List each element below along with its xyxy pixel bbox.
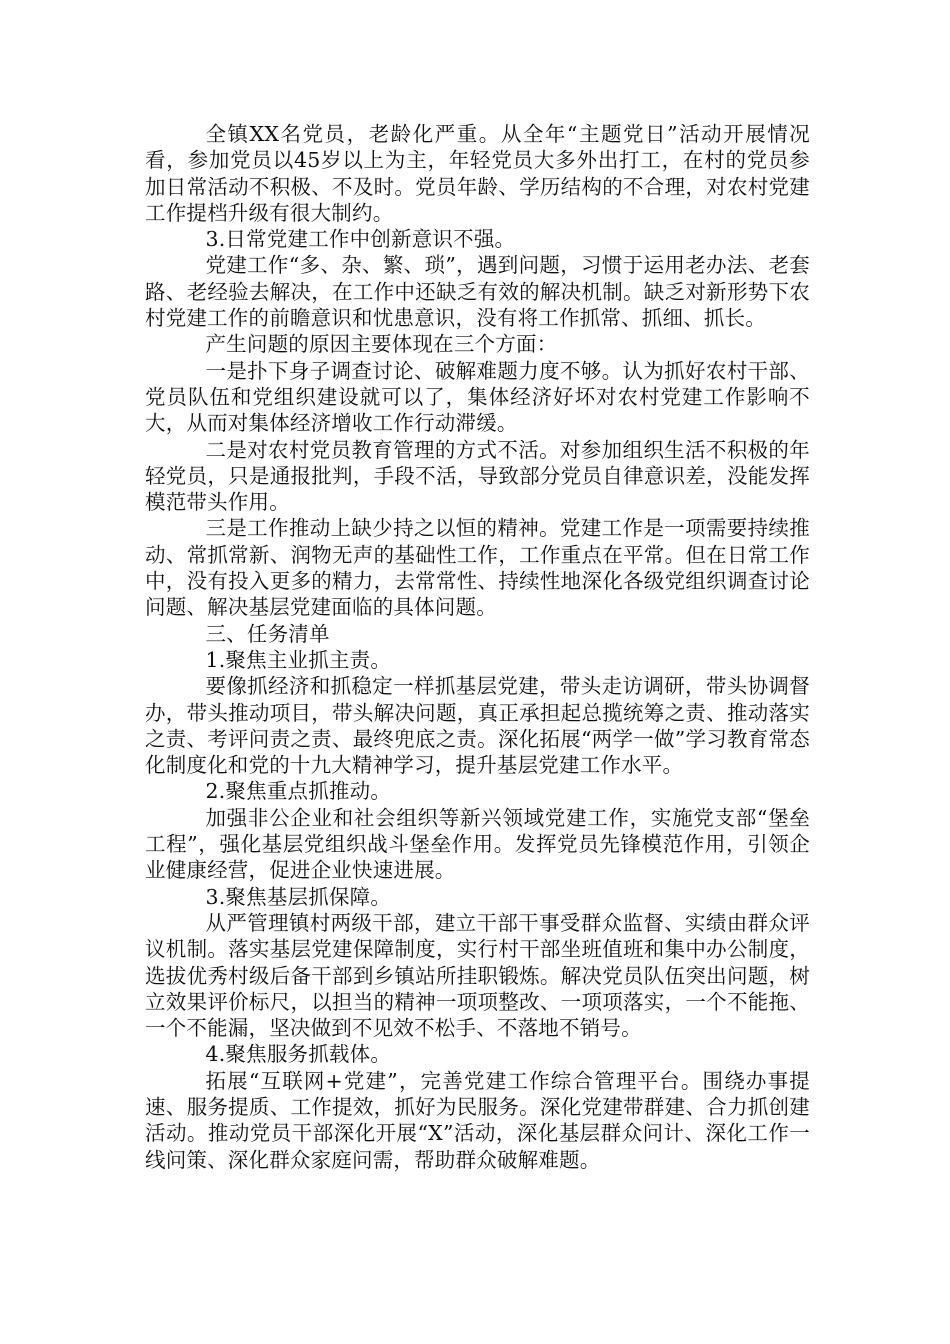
- heading-task-two: 2.聚焦重点抓推动。: [205, 779, 392, 804]
- heading-task-three: 3.聚焦基层抓保障。: [205, 884, 392, 909]
- paragraph-task-four: 拓展“互联网+党建”，完善党建工作综合管理平台。围绕办事提速、服务提质、工作提效，抓好为民服务。深化党建带群建、合力抓创建活动。推动党员干部深化开展“X”活动，深化基层群众问计、深化工作一线问策、深化群众家庭问需，帮助群众破解难题。: [145, 1068, 810, 1172]
- document-body: [145, 121, 810, 1173]
- paragraph-task-two: 加强非公企业和社会组织等新兴领域党建工作，实施党支部“堡垒工程”，强化基层党组织战斗堡垒作用。发挥党员先锋模范作用，引领企业健康经营，促进企业快速进展。: [145, 805, 810, 883]
- paragraph-cause-two: 二是对农村党员教育管理的方式不活。对参加组织生活不积极的年轻党员，只是通报批判，手段不活，导致部分党员自律意识差，没能发挥模范带头作用。: [145, 437, 810, 515]
- heading-task-one: 1.聚焦主业抓主责。: [205, 647, 392, 672]
- paragraph-causes-intro: 产生问题的原因主要体现在三个方面：: [205, 332, 558, 357]
- heading-innovation-weak: 3.日常党建工作中创新意识不强。: [205, 227, 516, 252]
- paragraph-cause-one: 一是扑下身子调查讨论、破解难题力度不够。认为抓好农村干部、党员队伍和党组织建设就可以了，集体经济好坏对农村党建工作影响不大，从而对集体经济增收工作行动滞缓。: [145, 358, 810, 436]
- paragraph-old-methods: 党建工作“多、杂、繁、琐”，遇到问题，习惯于运用老办法、老套路、老经验去解决，在工作中还缺乏有效的解决机制。缺乏对新形势下农村党建工作的前瞻意识和忧患意识，没有将工作抓常、抓细、抓长。: [145, 253, 810, 331]
- section-heading-task-list: 三、任务清单: [205, 621, 330, 646]
- paragraph-task-three: 从严管理镇村两级干部，建立干部干事受群众监督、实绩由群众评议机制。落实基层党建保障制度，实行村干部坐班值班和集中办公制度，选拔优秀村级后备干部到乡镇站所挂职锻炼。解决党员队伍突出问题，树立效果评价标尺，以担当的精神一项项整改、一项项落实，一个不能拖、一个不能漏，坚决做到不见效不松手、不落地不销号。: [145, 910, 810, 1041]
- paragraph-cause-three: 三是工作推动上缺少持之以恒的精神。党建工作是一项需要持续推动、常抓常新、润物无声的基础性工作，工作重点在平常。但在日常工作中，没有投入更多的精力，去常常性、持续性地深化各级党组织调查讨论问题、解决基层党建面临的具体问题。: [145, 516, 810, 620]
- paragraph-task-one: 要像抓经济和抓稳定一样抓基层党建，带头走访调研，带头协调督办，带头推动项目，带头解决问题，真正承担起总揽统筹之责、推动落实之责、考评问责之责、最终兜底之责。深化拓展“两学一做”学习教育常态化制度化和党的十九大精神学习，提升基层党建工作水平。: [145, 674, 810, 778]
- paragraph-party-member-aging: 全镇XX名党员，老龄化严重。从全年“主题党日”活动开展情况看，参加党员以45岁以上为主，年轻党员大多外出打工，在村的党员参加日常活动不积极、不及时。党员年龄、学历结构的不合理，对农村党建工作提档升级有很大制约。: [145, 122, 810, 225]
- heading-task-four: 4.聚焦服务抓载体。: [205, 1042, 392, 1067]
